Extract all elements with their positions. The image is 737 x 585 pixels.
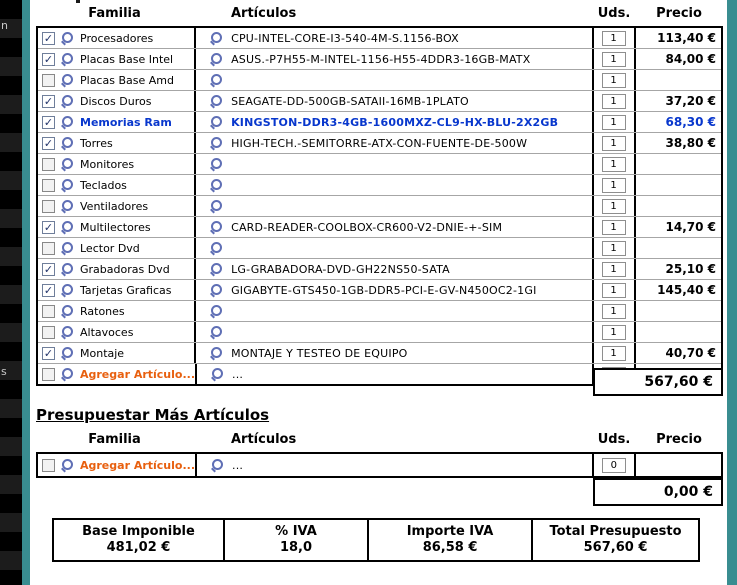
table-row bbox=[38, 195, 721, 216]
units-cell bbox=[592, 175, 634, 195]
column-header-articulos: Artículos bbox=[231, 6, 297, 21]
row-checkbox[interactable] bbox=[42, 179, 55, 192]
article-label: GIGABYTE-GTS450-1GB-DDR5-PCI-E-GV-N450OC2-1GI bbox=[231, 283, 537, 297]
search-icon[interactable] bbox=[61, 200, 74, 213]
column-header-precio: Precio bbox=[656, 432, 702, 447]
search-icon[interactable] bbox=[210, 53, 223, 66]
search-icon[interactable] bbox=[210, 116, 223, 129]
table-row bbox=[38, 279, 721, 300]
table-row bbox=[38, 48, 721, 69]
more-table-grid bbox=[36, 452, 723, 478]
search-icon[interactable] bbox=[210, 74, 223, 87]
units-cell bbox=[592, 154, 634, 174]
main-table-grid bbox=[36, 26, 723, 386]
units-input[interactable] bbox=[602, 346, 626, 361]
units-input[interactable] bbox=[602, 52, 626, 67]
units-input[interactable] bbox=[602, 178, 626, 193]
units-cell bbox=[592, 70, 634, 90]
main-table-header bbox=[36, 6, 723, 26]
column-header-familia: Familia bbox=[88, 6, 141, 21]
article-cell bbox=[195, 454, 592, 476]
price-value: 84,00 € bbox=[634, 49, 722, 69]
article-cell bbox=[194, 175, 592, 195]
row-checkbox[interactable] bbox=[42, 242, 55, 255]
price-value bbox=[634, 154, 722, 174]
units-cell bbox=[592, 301, 634, 321]
family-cell bbox=[38, 322, 194, 342]
article-cell bbox=[194, 133, 592, 153]
row-checkbox[interactable] bbox=[42, 158, 55, 171]
row-checkbox[interactable]: ✓ bbox=[43, 220, 54, 234]
row-checkbox[interactable]: ✓ bbox=[43, 52, 54, 66]
article-cell bbox=[194, 49, 592, 69]
search-icon[interactable] bbox=[210, 32, 223, 45]
article-cell bbox=[194, 301, 592, 321]
search-icon[interactable] bbox=[210, 326, 223, 339]
article-label: LG-GRABADORA-DVD-GH22NS50-SATA bbox=[231, 262, 450, 276]
row-checkbox[interactable]: ✓ bbox=[43, 115, 54, 129]
family-label: Tarjetas Graficas bbox=[80, 283, 172, 297]
units-input[interactable] bbox=[602, 220, 626, 235]
family-label: Monitores bbox=[80, 157, 135, 171]
summary-cell-iva-pct bbox=[223, 520, 367, 560]
article-cell bbox=[194, 91, 592, 111]
search-icon[interactable] bbox=[210, 263, 223, 276]
row-checkbox[interactable] bbox=[42, 326, 55, 339]
family-cell bbox=[38, 217, 194, 237]
row-checkbox[interactable] bbox=[42, 200, 55, 213]
units-cell bbox=[592, 343, 634, 363]
table-row bbox=[38, 216, 721, 237]
article-cell bbox=[194, 343, 592, 363]
column-header-articulos: Artículos bbox=[231, 432, 297, 447]
article-label: ASUS.-P7H55-M-INTEL-1156-H55-4DDR3-16GB-MATX bbox=[231, 52, 531, 66]
table-row bbox=[38, 258, 721, 279]
row-checkbox[interactable] bbox=[42, 305, 55, 318]
summary-value: 567,60 € bbox=[583, 540, 648, 555]
units-cell bbox=[592, 196, 634, 216]
units-input[interactable] bbox=[602, 458, 626, 473]
units-input[interactable] bbox=[602, 115, 626, 130]
table-row bbox=[38, 174, 721, 195]
row-checkbox[interactable]: ✓ bbox=[43, 262, 54, 276]
article-cell bbox=[194, 259, 592, 279]
row-checkbox[interactable]: ✓ bbox=[43, 31, 54, 45]
family-label: Ratones bbox=[80, 304, 125, 318]
column-header-uds: Uds. bbox=[597, 6, 631, 21]
search-icon[interactable] bbox=[61, 95, 74, 108]
price-value bbox=[634, 301, 722, 321]
units-cell bbox=[592, 49, 634, 69]
family-label: Agregar Artículo... bbox=[80, 458, 196, 472]
family-label: Montaje bbox=[80, 346, 125, 360]
units-cell bbox=[592, 238, 634, 258]
family-label: Discos Duros bbox=[80, 94, 152, 108]
table-row bbox=[38, 132, 721, 153]
search-icon[interactable] bbox=[61, 284, 74, 297]
article-cell bbox=[194, 322, 592, 342]
sidebar-item-clipped[interactable]: s bbox=[1, 365, 7, 378]
family-label: Torres bbox=[80, 136, 113, 150]
units-cell bbox=[592, 280, 634, 300]
family-label: Agregar Artículo... bbox=[80, 367, 196, 381]
clipped-heading-fragment bbox=[76, 0, 80, 3]
search-icon[interactable] bbox=[210, 200, 223, 213]
table-row bbox=[38, 69, 721, 90]
article-label: HIGH-TECH.-SEMITORRE-ATX-CON-FUENTE-DE-500W bbox=[231, 136, 528, 150]
price-value bbox=[634, 196, 722, 216]
search-icon[interactable] bbox=[210, 284, 223, 297]
row-checkbox[interactable] bbox=[42, 459, 55, 472]
more-table-header bbox=[36, 432, 723, 452]
search-icon[interactable] bbox=[210, 305, 223, 318]
article-cell bbox=[194, 280, 592, 300]
price-value bbox=[634, 322, 722, 342]
family-cell bbox=[38, 196, 194, 216]
summary-value: 86,58 € bbox=[422, 540, 478, 555]
price-value: 113,40 € bbox=[634, 28, 722, 48]
article-cell bbox=[194, 154, 592, 174]
table-row bbox=[38, 454, 721, 476]
price-value: 40,70 € bbox=[634, 343, 722, 363]
article-cell bbox=[194, 196, 592, 216]
units-cell bbox=[592, 454, 634, 476]
summary-label: Base Imponible bbox=[82, 524, 195, 539]
search-icon[interactable] bbox=[211, 368, 224, 381]
family-cell bbox=[38, 175, 194, 195]
price-value bbox=[634, 175, 722, 195]
search-icon[interactable] bbox=[210, 95, 223, 108]
units-input[interactable] bbox=[602, 262, 626, 277]
search-icon[interactable] bbox=[61, 179, 74, 192]
units-cell bbox=[592, 322, 634, 342]
main-table-total: 567,60 € bbox=[593, 368, 723, 396]
search-icon[interactable] bbox=[61, 32, 74, 45]
search-icon[interactable] bbox=[210, 347, 223, 360]
family-cell bbox=[38, 154, 194, 174]
column-header-uds: Uds. bbox=[597, 432, 631, 447]
search-icon[interactable] bbox=[210, 137, 223, 150]
search-icon[interactable] bbox=[61, 137, 74, 150]
family-cell bbox=[38, 454, 195, 476]
article-cell bbox=[194, 28, 592, 48]
units-cell bbox=[592, 259, 634, 279]
column-header-precio: Precio bbox=[656, 6, 702, 21]
search-icon[interactable] bbox=[210, 179, 223, 192]
units-input[interactable] bbox=[602, 325, 626, 340]
units-cell bbox=[592, 133, 634, 153]
family-label: Placas Base Intel bbox=[80, 52, 174, 66]
units-cell bbox=[592, 28, 634, 48]
price-value: 68,30 € bbox=[634, 112, 722, 132]
table-row bbox=[38, 237, 721, 258]
table-row bbox=[38, 28, 721, 48]
family-cell bbox=[38, 280, 194, 300]
units-input[interactable] bbox=[602, 241, 626, 256]
search-icon[interactable] bbox=[210, 158, 223, 171]
search-icon[interactable] bbox=[210, 242, 223, 255]
family-label: Placas Base Amd bbox=[80, 73, 174, 87]
search-icon[interactable] bbox=[61, 158, 74, 171]
article-label: CARD-READER-COOLBOX-CR600-V2-DNIE-+-SIM bbox=[231, 220, 503, 234]
summary-cell-total bbox=[531, 520, 698, 560]
article-cell bbox=[194, 70, 592, 90]
article-label: ... bbox=[232, 367, 244, 381]
search-icon[interactable] bbox=[211, 459, 224, 472]
units-input[interactable] bbox=[602, 73, 626, 88]
summary-cell-importe-iva bbox=[367, 520, 531, 560]
budget-page bbox=[30, 0, 727, 585]
search-icon[interactable] bbox=[61, 347, 74, 360]
units-input[interactable] bbox=[602, 31, 626, 46]
search-icon[interactable] bbox=[61, 263, 74, 276]
search-icon[interactable] bbox=[61, 326, 74, 339]
summary-value: 481,02 € bbox=[106, 540, 171, 555]
search-icon[interactable] bbox=[61, 116, 74, 129]
price-value: 14,70 € bbox=[634, 217, 722, 237]
price-value bbox=[634, 238, 722, 258]
price-value bbox=[634, 70, 722, 90]
article-label: KINGSTON-DDR3-4GB-1600MXZ-CL9-HX-BLU-2X2GB bbox=[231, 115, 559, 129]
search-icon[interactable] bbox=[210, 221, 223, 234]
search-icon[interactable] bbox=[61, 221, 74, 234]
price-value: 37,20 € bbox=[634, 91, 722, 111]
row-checkbox[interactable]: ✓ bbox=[43, 283, 54, 297]
article-label: ... bbox=[232, 458, 244, 472]
search-icon[interactable] bbox=[61, 242, 74, 255]
summary-value: 18,0 bbox=[279, 540, 313, 555]
family-label: Memorias Ram bbox=[80, 115, 172, 129]
article-label: SEAGATE-DD-500GB-SATAII-16MB-1PLATO bbox=[231, 94, 469, 108]
family-label: Teclados bbox=[80, 178, 127, 192]
totals-summary-table bbox=[52, 518, 700, 562]
family-cell bbox=[38, 343, 194, 363]
family-label: Multilectores bbox=[80, 220, 151, 234]
summary-label: Total Presupuesto bbox=[549, 524, 682, 539]
units-input[interactable] bbox=[602, 283, 626, 298]
table-row bbox=[38, 153, 721, 174]
family-cell bbox=[38, 238, 194, 258]
search-icon[interactable] bbox=[61, 305, 74, 318]
search-icon[interactable] bbox=[61, 368, 74, 381]
table-row bbox=[38, 111, 721, 132]
units-input[interactable] bbox=[602, 199, 626, 214]
family-cell bbox=[38, 364, 195, 384]
family-cell bbox=[38, 133, 194, 153]
summary-label: Importe IVA bbox=[406, 524, 494, 539]
price-value: 25,10 € bbox=[634, 259, 722, 279]
units-cell bbox=[592, 217, 634, 237]
summary-cell-base bbox=[54, 520, 223, 560]
family-cell bbox=[38, 112, 194, 132]
sidebar-item-clipped[interactable]: n bbox=[1, 19, 8, 32]
column-header-familia: Familia bbox=[88, 432, 141, 447]
search-icon[interactable] bbox=[61, 74, 74, 87]
left-nav-sidebar bbox=[0, 0, 22, 585]
units-input[interactable] bbox=[602, 157, 626, 172]
table-row bbox=[38, 90, 721, 111]
family-label: Ventiladores bbox=[80, 199, 149, 213]
article-label: CPU-INTEL-CORE-I3-540-4M-S.1156-BOX bbox=[231, 31, 459, 45]
family-cell bbox=[38, 28, 194, 48]
units-cell bbox=[592, 112, 634, 132]
units-input[interactable] bbox=[602, 304, 626, 319]
table-row bbox=[38, 300, 721, 321]
price-value bbox=[634, 454, 721, 476]
family-cell bbox=[38, 301, 194, 321]
family-cell bbox=[38, 49, 194, 69]
summary-label: % IVA bbox=[275, 524, 317, 539]
teal-divider-right bbox=[727, 0, 737, 585]
family-label: Procesadores bbox=[80, 31, 154, 45]
teal-divider-left bbox=[22, 0, 30, 585]
article-cell bbox=[194, 112, 592, 132]
row-checkbox[interactable] bbox=[42, 368, 55, 381]
price-value: 38,80 € bbox=[634, 133, 722, 153]
row-checkbox[interactable] bbox=[42, 74, 55, 87]
row-checkbox[interactable]: ✓ bbox=[43, 346, 54, 360]
units-input[interactable] bbox=[602, 94, 626, 109]
more-table-total: 0,00 € bbox=[593, 478, 723, 506]
units-input[interactable] bbox=[602, 136, 626, 151]
family-label: Altavoces bbox=[80, 325, 134, 339]
article-cell bbox=[195, 364, 592, 384]
more-articles-title: Presupuestar Más Artículos bbox=[36, 406, 270, 424]
article-label: MONTAJE Y TESTEO DE EQUIPO bbox=[231, 346, 408, 360]
family-cell bbox=[38, 259, 194, 279]
price-value: 145,40 € bbox=[634, 280, 722, 300]
family-label: Lector Dvd bbox=[80, 241, 140, 255]
family-label: Grabadoras Dvd bbox=[80, 262, 170, 276]
row-checkbox[interactable]: ✓ bbox=[43, 94, 54, 108]
family-cell bbox=[38, 91, 194, 111]
family-cell bbox=[38, 70, 194, 90]
table-row bbox=[38, 342, 721, 363]
units-cell bbox=[592, 91, 634, 111]
article-cell bbox=[194, 217, 592, 237]
search-icon[interactable] bbox=[61, 459, 74, 472]
row-checkbox[interactable]: ✓ bbox=[43, 136, 54, 150]
table-row bbox=[38, 321, 721, 342]
search-icon[interactable] bbox=[61, 53, 74, 66]
article-cell bbox=[194, 238, 592, 258]
